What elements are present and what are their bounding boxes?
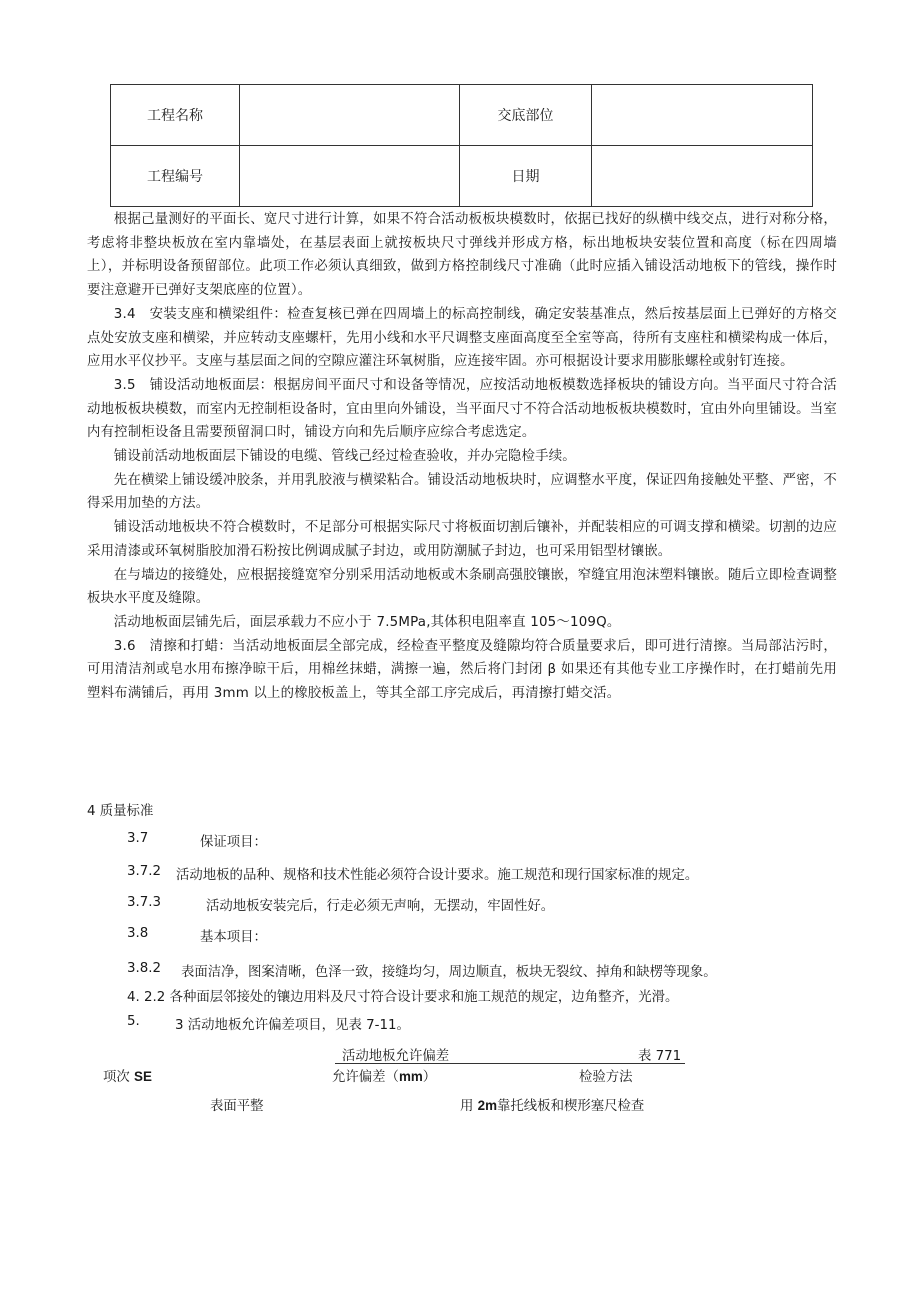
paragraph-layout: 根据己量测好的平面长、宽尺寸进行计算，如果不符合活动板板块模数时，依据已找好的纵横中线交点，进行对称分格，考虑将非整块板放在室内靠墙处，在基层表面上就按板块尺寸弹线并形成方格，标出地板块安装位置和高度（标在四周墙上），并标明设备预留部位。此项工作必须认真细致，做到方格控制线尺寸准确（此时应插入铺设活动地板下的管线，操作时要注意避开已弹好支架底座的位置）。 [87, 212, 837, 299]
item-3-8-number: 3.8 [127, 926, 149, 941]
column-header-tolerance-unit: mm [398, 1069, 423, 1084]
table-row [111, 146, 813, 207]
paragraph-3-5: 3.5 铺设活动地板面层：根据房间平面尺寸和设备等情况，应按活动地板模数选择板块的铺设方向。当平面尺寸符合活动地板板块模数，而室内无控制柜设备时，宜由里向外铺设，当平面尺寸不符合活动地板板块模数时，宜由外向里铺设。当室内有控制柜设备且需要预留洞口时，铺设方向和先后顺序应综合考虑选定。 [87, 377, 837, 441]
item-3-8-2-number: 3.8.2 [127, 961, 162, 976]
deviation-table-number: 表 771 [638, 1049, 682, 1064]
date-label: 日期 [460, 146, 592, 207]
handover-part-value [592, 85, 813, 146]
column-header-item-text: 项次 [103, 1070, 130, 1085]
row-method-prefix: 用 [460, 1099, 474, 1114]
item-5-number: 5. [127, 1014, 140, 1029]
row-item-surface-flatness: 表面平整 [210, 1099, 264, 1114]
paragraph-3-6: 3.6 清擦和打蜡：当活动地板面层全部完成，经检查平整度及缝隙均符合质量要求后，即可进行清擦。当局部沾污时，可用清洁剂或皂水用布擦净晾干后，用棉丝抹蜡，满擦一遍，然后将门封闭 β 如果还有其他专业工序操作时，在打蜡前先用塑料布满铺后，再用 3mm 以上的橡胶板盖上，等其全部工序完成后，再清擦打蜡交活。 [87, 638, 837, 702]
column-header-item-code: SE [134, 1069, 152, 1084]
paragraph-wall-seam: 在与墙边的接缝处，应根据接缝宽窄分别采用活动地板或木条刷高强胶镶嵌，窄缝宜用泡沫塑料镶嵌。随后立即检查调整板块水平度及缝隙。 [87, 567, 837, 607]
date-value [592, 146, 813, 207]
item-3-8-2-text: 表面洁净，图案清晰，色泽一致，接缝均匀，周边顺直，板块无裂纹、掉角和缺楞等现象。 [181, 965, 717, 980]
column-header-item [103, 1066, 152, 1085]
item-5-text: 3 活动地板允许偏差项目，见表 7-11。 [175, 1018, 410, 1033]
column-header-tolerance [332, 1066, 436, 1085]
row-method-length: 2m [477, 1098, 498, 1113]
item-3-7-2-number: 3.7.2 [127, 864, 162, 879]
row-method-text: 靠托线板和楔形塞尺检查 [497, 1099, 645, 1114]
item-3-7-3-text: 活动地板安装完后，行走必须无声响，无摆动，牢固性好。 [206, 899, 555, 914]
item-4-2-2-text: 4. 2.2 各种面层邻接处的镶边用料及尺寸符合设计要求和施工规范的规定，边角整齐，光滑。 [127, 990, 679, 1005]
item-3-7-number: 3.7 [127, 831, 149, 846]
column-header-tolerance-close: ） [422, 1070, 437, 1085]
column-header-tolerance-text: 允许偏差（ [332, 1070, 399, 1085]
project-name-label: 工程名称 [111, 85, 240, 146]
paragraph-3-4: 3.4 安装支座和横梁组件：检查复核已弹在四周墙上的标高控制线，确定安装基准点，然后按基层面上已弹好的方格交点处安放支座和横梁，并应转动支座螺杆，先用小线和水平尺调整支座面高度至全室等高，待所有支座柱和横梁构成一体后，应用水平仪抄平。支座与基层面之间的空隙应灌注环氧树脂，应连接牢固。亦可根据设计要求用膨胀螺栓或射钉连接。 [87, 306, 837, 370]
table-row [111, 85, 813, 146]
header-table [110, 84, 813, 207]
paragraph-cables: 铺设前活动地板面层下铺设的电缆、管线己经过检查验收，并办完隐检手续。 [113, 449, 576, 465]
item-3-7-3-number: 3.7.3 [127, 895, 162, 910]
paragraph-buffer: 先在横梁上铺设缓冲胶条，并用乳胶液与横梁粘合。铺设活动地板块时，应调整水平度，保证四角接触处平整、严密，不得采用加垫的方法。 [87, 472, 837, 512]
quality-heading: 4 质量标准 [87, 804, 154, 819]
item-3-7-2-text: 活动地板的品种、规格和技术性能必须符合设计要求。施工规范和现行国家标准的规定。 [176, 868, 699, 883]
project-number-value [240, 146, 460, 207]
handover-part-label: 交底部位 [460, 85, 592, 146]
project-name-value [240, 85, 460, 146]
row-method [460, 1095, 644, 1114]
paragraph-cutting: 铺设活动地板块不符合模数时，不足部分可根据实际尺寸将板面切割后镶补，并配装相应的可调支撑和横梁。切割的边应采用清漆或环氧树脂胶加滑石粉按比例调成腻子封边，或用防潮腻子封边，也可采用铝型材镶嵌。 [87, 520, 837, 559]
construction-text [87, 208, 837, 706]
column-header-method: 检验方法 [579, 1070, 633, 1085]
paragraph-load: 活动地板面层铺先后，面层承载力不应小于 7.5MPa,其体积电阻率直 105～109Q。 [113, 614, 621, 630]
deviation-table-caption: 活动地板允许偏差 [342, 1049, 450, 1064]
caption-underline [335, 1063, 685, 1064]
project-number-label: 工程编号 [111, 146, 240, 207]
item-3-7-text: 保证项目： [200, 835, 267, 850]
item-3-8-text: 基本项目： [200, 930, 267, 945]
